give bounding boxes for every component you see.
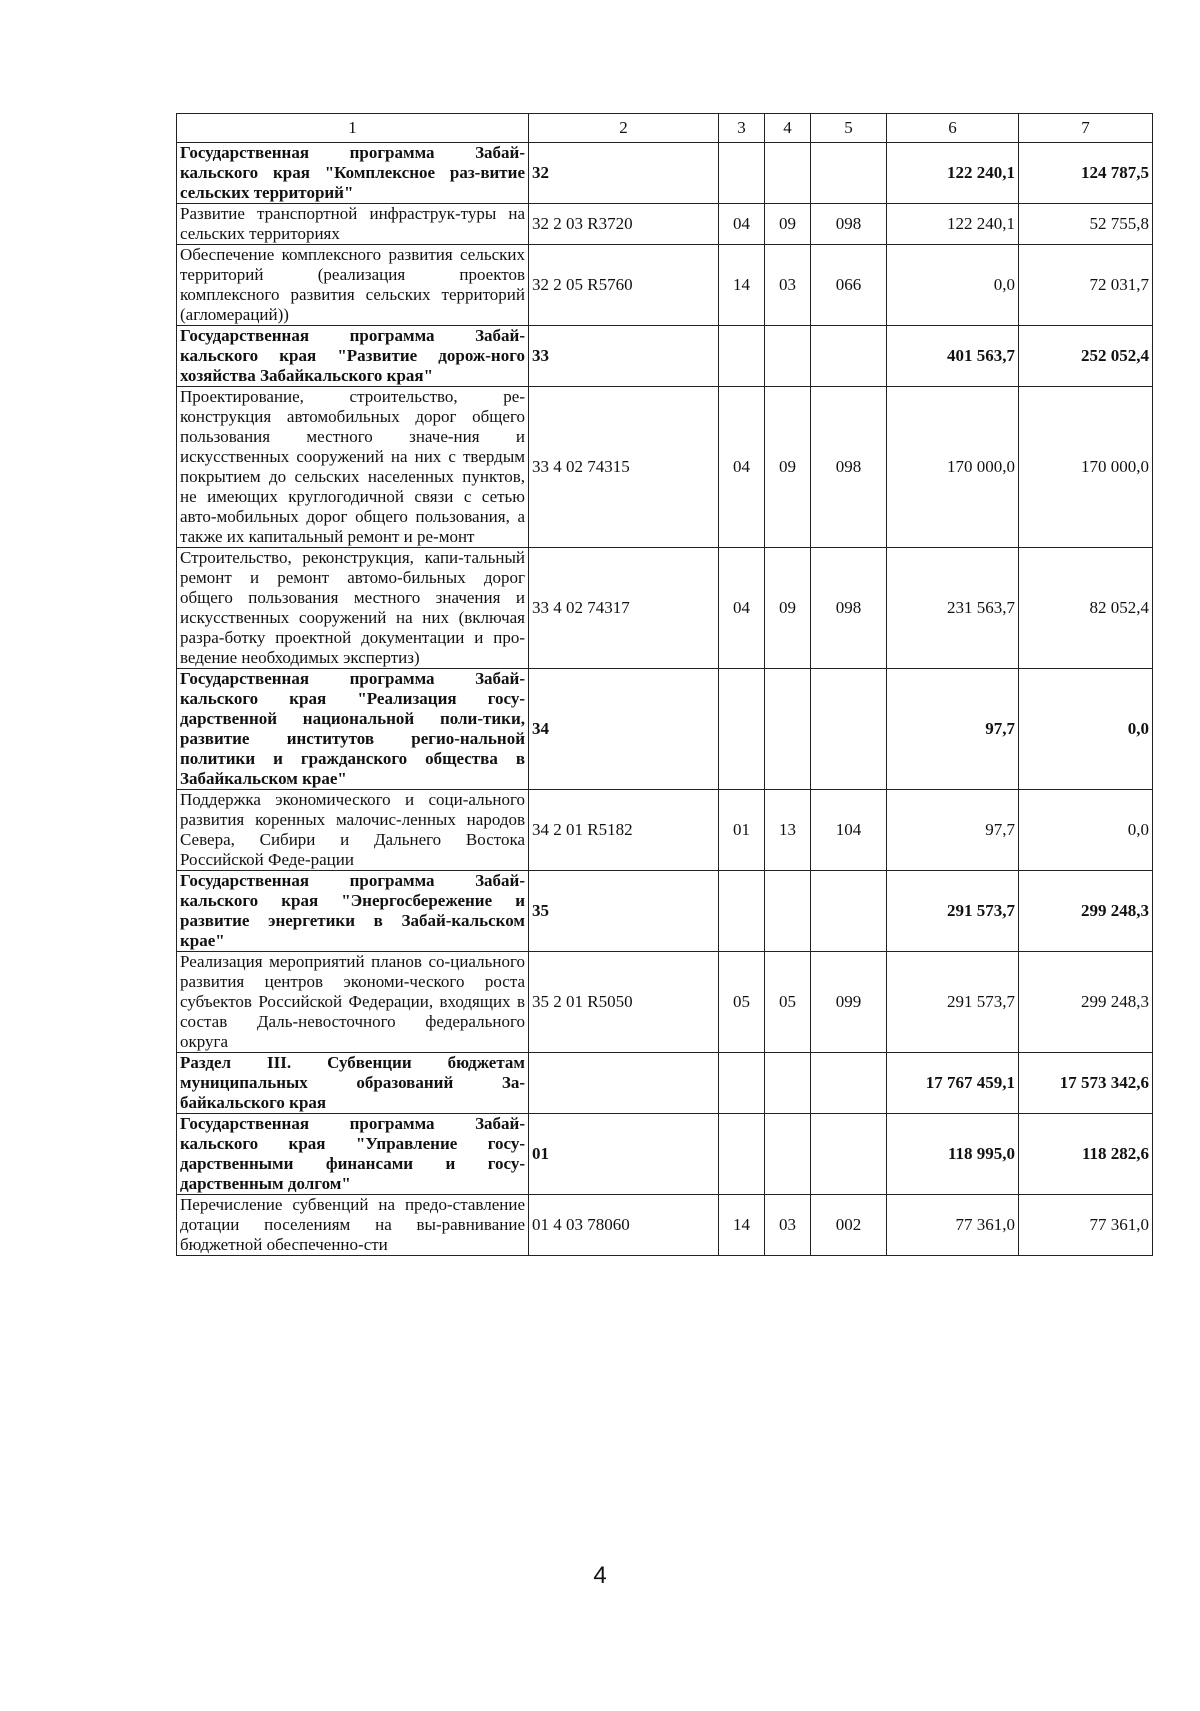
row-name-cell: Государственная программа Забай-кальского края "Энергосбережение и развитие энергетики в Забай-кальском крае": [177, 871, 529, 952]
row-code-cell: 35 2 01 R5050: [529, 952, 719, 1053]
column-header: 7: [1019, 114, 1153, 143]
row-section-cell: [719, 1114, 765, 1195]
row-value-col7: 118 282,6: [1019, 1114, 1153, 1195]
table-row-program: [177, 143, 1153, 204]
row-expense-type-cell: 098: [811, 548, 887, 669]
row-subsection-cell: 09: [765, 204, 811, 245]
row-expense-type-cell: [811, 871, 887, 952]
row-expense-type-cell: 066: [811, 245, 887, 326]
row-section-cell: [719, 871, 765, 952]
row-value-col6: 0,0: [887, 245, 1019, 326]
table-row: [177, 790, 1153, 871]
row-name-cell: Реализация мероприятий планов со-циального развития центров экономи-ческого роста субъектов Российской Федерации, входящих в состав Даль-невосточного федерального округа: [177, 952, 529, 1053]
row-subsection-cell: 03: [765, 245, 811, 326]
table-row: [177, 1195, 1153, 1256]
row-expense-type-cell: 098: [811, 204, 887, 245]
table-row-program: [177, 326, 1153, 387]
column-header: 5: [811, 114, 887, 143]
row-value-col6: 122 240,1: [887, 143, 1019, 204]
row-value-col7: 82 052,4: [1019, 548, 1153, 669]
row-expense-type-cell: 099: [811, 952, 887, 1053]
row-subsection-cell: 05: [765, 952, 811, 1053]
row-code-cell: 33 4 02 74315: [529, 387, 719, 548]
row-subsection-cell: 09: [765, 387, 811, 548]
row-value-col6: 77 361,0: [887, 1195, 1019, 1256]
row-code-cell: 34: [529, 669, 719, 790]
row-value-col6: 122 240,1: [887, 204, 1019, 245]
row-code-cell: 32 2 03 R3720: [529, 204, 719, 245]
table-row: [177, 952, 1153, 1053]
column-header: 2: [529, 114, 719, 143]
row-value-col6: 170 000,0: [887, 387, 1019, 548]
row-expense-type-cell: 002: [811, 1195, 887, 1256]
row-value-col7: 72 031,7: [1019, 245, 1153, 326]
row-name-cell: Проектирование, строительство, ре-конструкция автомобильных дорог общего пользования местного значе-ния и искусственных сооружений на них с твердым покрытием до сельских населенных пунктов, не имеющих круглогодичной связи с сетью авто-мобильных дорог общего пользования, а также их капитальный ремонт и ре-монт: [177, 387, 529, 548]
row-section-cell: [719, 326, 765, 387]
budget-table: [176, 113, 1153, 1256]
row-value-col7: 77 361,0: [1019, 1195, 1153, 1256]
row-code-cell: 35: [529, 871, 719, 952]
row-value-col7: 124 787,5: [1019, 143, 1153, 204]
table-row-program: [177, 1053, 1153, 1114]
row-subsection-cell: [765, 143, 811, 204]
row-section-cell: 04: [719, 204, 765, 245]
row-expense-type-cell: 098: [811, 387, 887, 548]
row-value-col6: 118 995,0: [887, 1114, 1019, 1195]
row-value-col7: 299 248,3: [1019, 952, 1153, 1053]
table-row: [177, 548, 1153, 669]
table-row-program: [177, 871, 1153, 952]
row-code-cell: 01: [529, 1114, 719, 1195]
row-value-col7: 252 052,4: [1019, 326, 1153, 387]
row-value-col7: 0,0: [1019, 669, 1153, 790]
row-value-col6: 231 563,7: [887, 548, 1019, 669]
row-name-cell: Поддержка экономического и соци-ального развития коренных малочис-ленных народов Севера, Сибири и Дальнего Востока Российской Феде-рации: [177, 790, 529, 871]
row-name-cell: Перечисление субвенций на предо-ставление дотации поселениям на вы-равнивание бюджетной обеспеченно-сти: [177, 1195, 529, 1256]
row-section-cell: 04: [719, 548, 765, 669]
row-code-cell: 34 2 01 R5182: [529, 790, 719, 871]
column-header: 1: [177, 114, 529, 143]
row-expense-type-cell: 104: [811, 790, 887, 871]
row-subsection-cell: 09: [765, 548, 811, 669]
row-subsection-cell: 13: [765, 790, 811, 871]
row-subsection-cell: [765, 1053, 811, 1114]
row-section-cell: [719, 1053, 765, 1114]
row-name-cell: Раздел III. Субвенции бюджетам муниципальных образований За-байкальского края: [177, 1053, 529, 1114]
table-row: [177, 204, 1153, 245]
row-expense-type-cell: [811, 1114, 887, 1195]
row-subsection-cell: [765, 326, 811, 387]
column-header: 6: [887, 114, 1019, 143]
row-expense-type-cell: [811, 669, 887, 790]
row-code-cell: 32: [529, 143, 719, 204]
row-value-col6: 17 767 459,1: [887, 1053, 1019, 1114]
row-code-cell: 32 2 05 R5760: [529, 245, 719, 326]
row-section-cell: 14: [719, 245, 765, 326]
row-section-cell: [719, 143, 765, 204]
column-header: 3: [719, 114, 765, 143]
column-header: 4: [765, 114, 811, 143]
row-code-cell: 33 4 02 74317: [529, 548, 719, 669]
row-subsection-cell: [765, 669, 811, 790]
row-value-col6: 291 573,7: [887, 952, 1019, 1053]
row-section-cell: 05: [719, 952, 765, 1053]
row-name-cell: Государственная программа Забай-кальского края "Развитие дорож-ного хозяйства Забайкальского края": [177, 326, 529, 387]
row-value-col7: 17 573 342,6: [1019, 1053, 1153, 1114]
row-value-col6: 401 563,7: [887, 326, 1019, 387]
row-expense-type-cell: [811, 143, 887, 204]
row-name-cell: Государственная программа Забай-кальского края "Управление госу-дарственными финансами и госу-дарственным долгом": [177, 1114, 529, 1195]
header-row: [177, 114, 1153, 143]
row-value-col6: 291 573,7: [887, 871, 1019, 952]
row-name-cell: Государственная программа Забай-кальского края "Комплексное раз-витие сельских территорий": [177, 143, 529, 204]
row-name-cell: Строительство, реконструкция, капи-тальный ремонт и ремонт автомо-бильных дорог общего пользования местного значения и искусственных сооружений на них (включая разра-ботку проектной документации и про-ведение необходимых экспертиз): [177, 548, 529, 669]
row-expense-type-cell: [811, 326, 887, 387]
table-row-program: [177, 669, 1153, 790]
row-value-col7: 299 248,3: [1019, 871, 1153, 952]
row-value-col6: 97,7: [887, 669, 1019, 790]
row-section-cell: 04: [719, 387, 765, 548]
row-subsection-cell: [765, 1114, 811, 1195]
row-value-col7: 170 000,0: [1019, 387, 1153, 548]
row-code-cell: 33: [529, 326, 719, 387]
row-value-col7: 0,0: [1019, 790, 1153, 871]
row-value-col7: 52 755,8: [1019, 204, 1153, 245]
table-row: [177, 245, 1153, 326]
row-expense-type-cell: [811, 1053, 887, 1114]
row-code-cell: [529, 1053, 719, 1114]
row-section-cell: [719, 669, 765, 790]
row-section-cell: 14: [719, 1195, 765, 1256]
page-number: 4: [593, 1562, 607, 1589]
row-value-col6: 97,7: [887, 790, 1019, 871]
table-row: [177, 387, 1153, 548]
row-name-cell: Обеспечение комплексного развития сельских территорий (реализация проектов комплексного развития сельских территорий (агломераций)): [177, 245, 529, 326]
row-name-cell: Государственная программа Забай-кальского края "Реализация госу-дарственной национальной поли-тики, развитие институтов регио-нальной политики и гражданского общества в Забайкальском крае": [177, 669, 529, 790]
row-name-cell: Развитие транспортной инфраструк-туры на сельских территориях: [177, 204, 529, 245]
table-row-program: [177, 1114, 1153, 1195]
row-subsection-cell: [765, 871, 811, 952]
row-code-cell: 01 4 03 78060: [529, 1195, 719, 1256]
row-subsection-cell: 03: [765, 1195, 811, 1256]
row-section-cell: 01: [719, 790, 765, 871]
